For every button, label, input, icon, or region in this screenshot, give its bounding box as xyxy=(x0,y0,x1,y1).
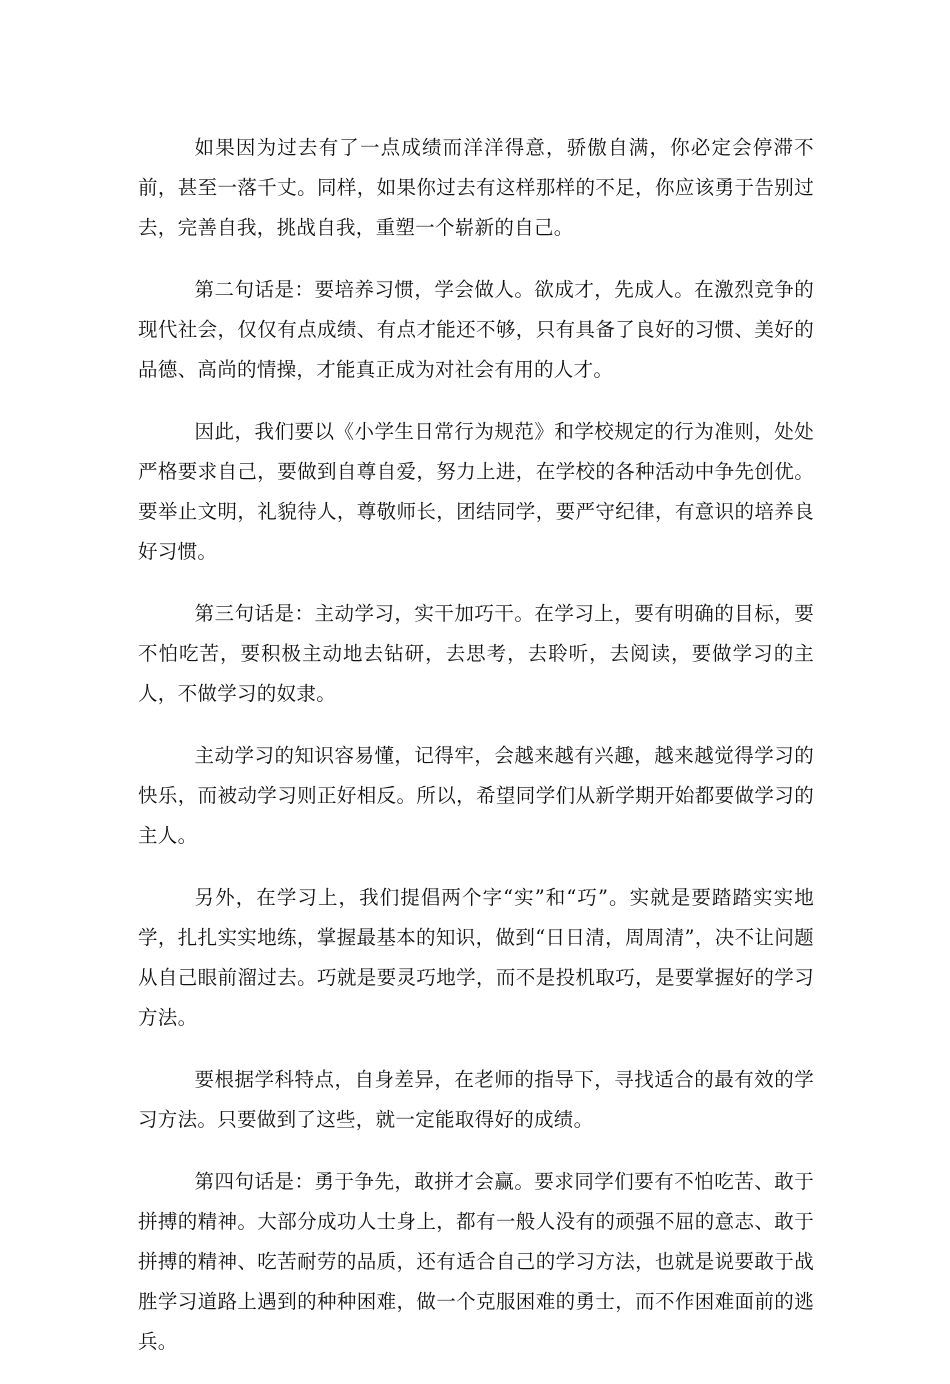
paragraph-7: 要根据学科特点，自身差异，在老师的指导下，寻找适合的最有效的学习方法。只要做到了这些，就一定能取得好的成绩。 xyxy=(138,1068,814,1131)
document-page xyxy=(138,128,814,1384)
paragraph-3: 因此，我们要以《小学生日常行为规范》和学校规定的行为准则，处处严格要求自己，要做到自尊自爱，努力上进，在学校的各种活动中争先创优。要举止文明，礼貌待人，尊敬师长，团结同学，要严守纪律，有意识的培养良好习惯。 xyxy=(138,420,814,563)
paragraph-1: 如果因为过去有了一点成绩而洋洋得意，骄傲自满，你必定会停滞不前，甚至一落千丈。同样，如果你过去有这样那样的不足，你应该勇于告别过去，完善自我，挑战自我，重塑一个崭新的自己。 xyxy=(138,136,814,239)
paragraph-4: 第三句话是：主动学习，实干加巧干。在学习上，要有明确的目标，要不怕吃苦，要积极主动地去钻研，去思考，去聆听，去阅读，要做学习的主人，不做学习的奴隶。 xyxy=(138,602,814,705)
paragraph-2: 第二句话是：要培养习惯，学会做人。欲成才，先成人。在激烈竞争的现代社会，仅仅有点成绩、有点才能还不够，只有具备了良好的习惯、美好的品德、高尚的情操，才能真正成为对社会有用的人才。 xyxy=(138,278,814,381)
paragraph-5: 主动学习的知识容易懂，记得牢，会越来越有兴趣，越来越觉得学习的快乐，而被动学习则正好相反。所以，希望同学们从新学期开始都要做学习的主人。 xyxy=(138,744,814,847)
paragraph-6: 另外，在学习上，我们提倡两个字“实”和“巧”。实就是要踏踏实实地学，扎扎实实地练，掌握最基本的知识，做到“日日清，周周清”，决不让问题从自己眼前溜过去。巧就是要灵巧地学，而不是投机取巧，是要掌握好的学习方法。 xyxy=(138,886,814,1029)
paragraph-8: 第四句话是：勇于争先，敢拼才会赢。要求同学们要有不怕吃苦、敢于拼搏的精神。大部分成功人士身上，都有一般人没有的顽强不屈的意志、敢于拼搏的精神、吃苦耐劳的品质，还有适合自己的学习方法，也就是说要敢于战胜学习道路上遇到的种种困难，做一个克服困难的勇士，而不作困难面前的逃兵。 xyxy=(138,1170,814,1353)
